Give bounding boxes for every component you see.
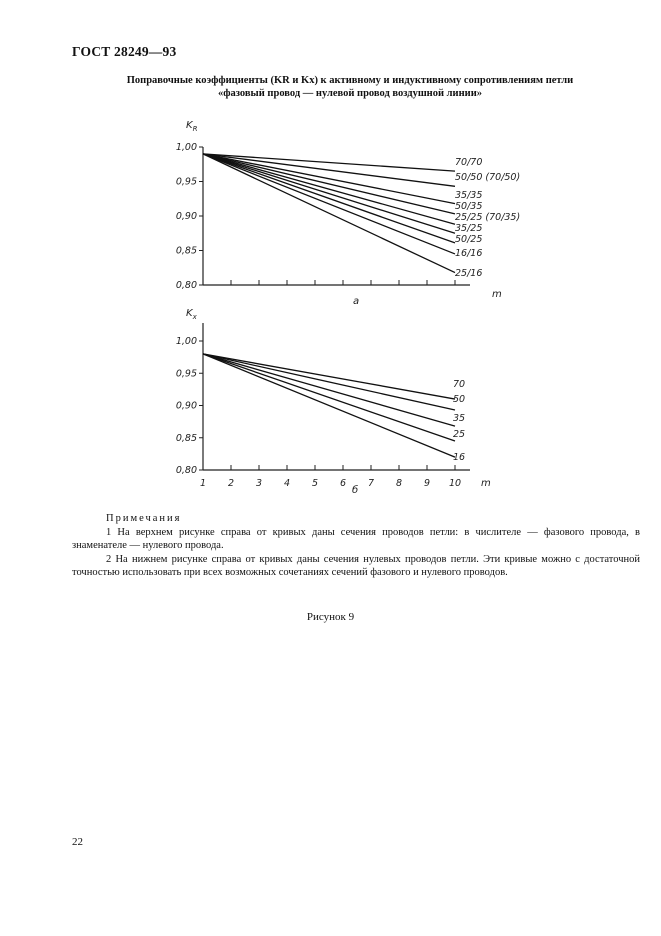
- series-line-b: [203, 354, 455, 457]
- y-tick-label-a: 0,95: [175, 176, 197, 188]
- x-tick-label-b: 8: [395, 478, 403, 489]
- notes-block: [72, 512, 640, 580]
- series-label-b: 35: [453, 413, 466, 424]
- series-label-a: 50/35: [455, 201, 483, 212]
- series-label-a: 25/16: [455, 268, 483, 279]
- chart-panel-a: [176, 120, 520, 307]
- note-item-1: 1 На верхнем рисунке справа от кривых даны сечения проводов петли: в числителе — фазового провода, в знаменателе — нулевого провода.: [72, 526, 640, 551]
- panel-label-a: а: [353, 296, 360, 307]
- x-tick-label-b: 7: [367, 478, 375, 489]
- x-tick-label-b: 1: [199, 478, 207, 489]
- y-axis-title-a-sub: R: [192, 125, 198, 133]
- series-line-b: [203, 354, 455, 441]
- series-line-b: [203, 354, 455, 426]
- y-tick-label-a: 0,85: [175, 245, 197, 257]
- page-number: 22: [72, 836, 83, 848]
- document-header: ГОСТ 28249—93: [72, 44, 177, 59]
- figure-caption: Рисунок 9: [306, 611, 355, 623]
- x-tick-label-b: 4: [283, 478, 291, 489]
- series-label-a: 16/16: [455, 248, 483, 259]
- series-line-a: [203, 154, 455, 204]
- y-tick-label-b: 0,95: [175, 368, 197, 380]
- series-line-b: [203, 354, 455, 399]
- series-line-a: [203, 154, 455, 186]
- series-label-a: 35/35: [455, 190, 483, 201]
- series-line-a: [203, 154, 455, 243]
- y-tick-label-b: 0,80: [175, 465, 197, 476]
- note-item-2: 2 На нижнем рисунке справа от кривых даны сечения нулевых проводов петли. Эти кривые можно с достаточной точностью использовать при всех возможных сочетаниях сечений фазового и нулевого проводов.: [72, 553, 640, 578]
- x-tick-label-b: 6: [339, 478, 347, 489]
- y-tick-label-a: 0,90: [175, 211, 197, 222]
- series-line-a: [203, 154, 455, 233]
- series-label-b: 16: [453, 452, 466, 463]
- x-axis-title-a: m: [492, 289, 502, 300]
- figure-title-line-1: Поправочные коэффициенты (KR и Kx) к активному и индуктивному сопротивлениям петли: [126, 75, 574, 86]
- y-tick-label-b: 0,85: [175, 432, 197, 444]
- series-label-a: 50/25: [455, 234, 483, 245]
- y-axis-title-a: $K_R$: [186, 120, 198, 133]
- x-axis-title-b: m: [481, 478, 491, 489]
- series-label-a: 70/70: [455, 157, 483, 168]
- notes-heading: Примечания: [106, 513, 182, 524]
- y-tick-label-a: 0,80: [175, 280, 197, 291]
- x-tick-label-b: 2: [227, 478, 235, 489]
- x-tick-label-b: 10: [448, 478, 462, 489]
- series-label-a: 25/25 (70/35): [455, 212, 521, 223]
- y-tick-label-a: 1,00: [175, 142, 197, 153]
- y-axis-title-b-sub: x: [192, 313, 197, 321]
- y-tick-label-b: 0,90: [175, 400, 197, 412]
- chart-panel-b: [176, 308, 491, 496]
- x-tick-label-b: 5: [311, 478, 319, 489]
- series-label-b: 70: [453, 379, 466, 390]
- series-label-a: 35/25: [455, 223, 483, 234]
- series-label-b: 50: [453, 394, 466, 405]
- series-line-b: [203, 354, 455, 410]
- y-axis-title-b: $K_x$: [186, 308, 197, 321]
- series-label-a: 50/50 (70/50): [455, 172, 521, 183]
- x-tick-label-b: 3: [255, 478, 263, 489]
- x-tick-label-b: 9: [423, 478, 431, 489]
- panel-label-b: б: [352, 485, 359, 496]
- series-label-b: 25: [453, 429, 466, 440]
- figure-title-line-2: «фазовый провод — нулевой провод воздушной линии»: [217, 88, 483, 99]
- y-tick-label-b: 1,00: [175, 336, 197, 347]
